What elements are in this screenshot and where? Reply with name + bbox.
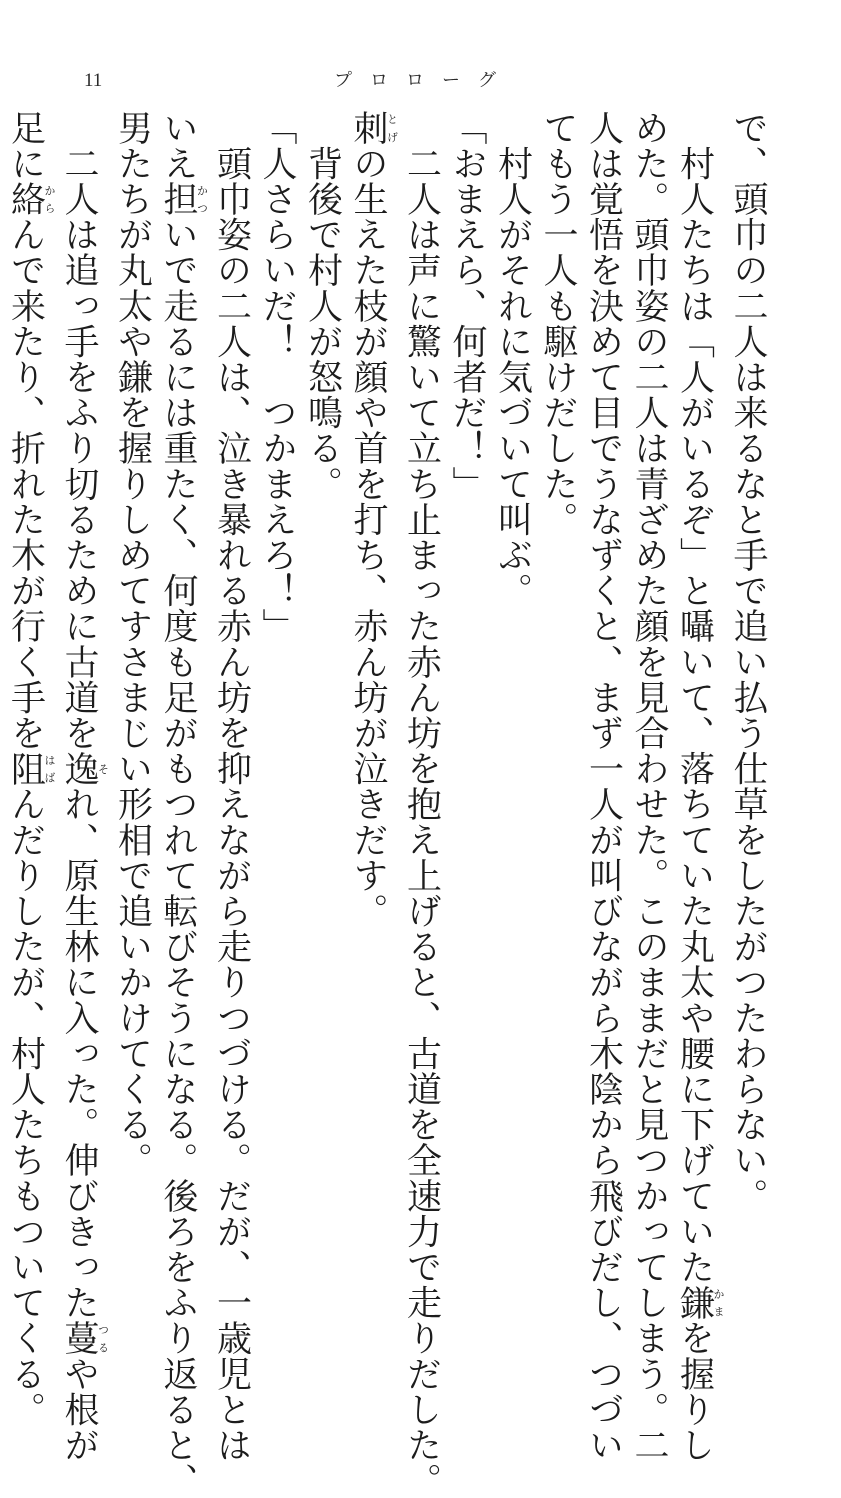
ruby-base: 担 — [158, 181, 198, 217]
ruby-base: 阻 — [5, 750, 46, 787]
text-run: 男たちが丸太や鎌を握りしめてすさまじい形相で追いかけてくる。 — [112, 110, 153, 1178]
text-run: 人は覚悟を決めて目でうなずくと、まず一人が叫びながら木陰から飛びだし、つづい — [583, 110, 624, 1463]
text-run: いで走るには重たく、何度も足がもつれて転びそうになる。後ろをふり返ると、 — [158, 216, 198, 1498]
text-line — [444, 110, 490, 1110]
ruby-annotation — [348, 110, 399, 146]
running-head: プロローグ — [334, 70, 514, 91]
text-run: んで来たり、折れた木が行く手を — [5, 216, 46, 751]
text-run: 「おまえら、何者だ！」 — [447, 110, 487, 502]
ruby-reading: とげ — [385, 110, 399, 146]
text-line — [254, 110, 300, 1110]
text-line — [535, 110, 581, 1110]
text-run: 村人たちは「人がいるぞ」と囁いて、落ちていた丸太や腰に下げていた — [674, 110, 715, 1285]
ruby-base: 鎌 — [674, 1284, 715, 1321]
text-line — [580, 110, 626, 1463]
text-run: 村人がそれに気づいて叫ぶ。 — [492, 110, 533, 609]
ruby-base: 絡 — [5, 181, 46, 217]
ruby-annotation — [674, 1284, 725, 1321]
text-line — [725, 110, 771, 1214]
text-run: れ、原生林に入った。伸びきった — [59, 786, 99, 1321]
ruby-reading: そ — [96, 750, 110, 787]
text-run: 頭巾姿の二人は、泣き暴れる赤ん坊を抑えながら走りつづける。だが、一歳児とは — [211, 110, 252, 1463]
ruby-base: 逸 — [59, 750, 99, 787]
text-run: 二人は声に驚いて立ち止まった赤ん坊を抱え上げると、古道を全速力で走りだした。 — [401, 110, 442, 1498]
text-line — [398, 110, 444, 1498]
ruby-annotation — [59, 1320, 110, 1357]
ruby-annotation — [5, 750, 56, 787]
ruby-reading: から — [43, 181, 56, 217]
text-run: んだりしたが、村人たちもついてくる。 — [5, 786, 46, 1428]
text-line — [208, 110, 254, 1463]
text-line — [299, 110, 345, 1110]
ruby-annotation — [59, 750, 110, 787]
text-line — [345, 110, 399, 1110]
text-line — [671, 110, 725, 1463]
ruby-reading: つる — [96, 1320, 110, 1357]
text-run: を握りし — [674, 1320, 715, 1463]
text-run: 背後で村人が怒鳴る。 — [302, 110, 343, 502]
text-run: や根が — [59, 1356, 99, 1463]
text-line — [2, 110, 56, 1428]
ruby-base: 刺 — [348, 110, 388, 146]
ruby-reading: かま — [712, 1284, 725, 1321]
text-line — [109, 110, 155, 1178]
text-run: てもう一人も駆けだした。 — [538, 110, 578, 538]
text-run: めた。頭巾姿の二人は青ざめた顔を見合わせた。このままだと見つかってしまう。二 — [629, 110, 669, 1463]
ruby-reading: かつ — [195, 181, 209, 217]
text-line — [155, 110, 209, 1498]
ruby-reading: はば — [43, 750, 56, 787]
ruby-annotation — [5, 181, 56, 217]
text-line — [626, 110, 672, 1463]
text-run: 二人は追っ手をふり切るために古道を — [59, 110, 99, 751]
text-run: で、頭巾の二人は来るなと手で追い払う仕草をしたがつたわらない。 — [728, 110, 768, 1214]
vertical-body-text — [5, 110, 770, 1498]
text-run: 「人さらいだ！ つかまえろ！」 — [257, 110, 297, 644]
text-run: の生えた枝が顔や首を打ち、赤ん坊が泣きだす。 — [348, 145, 388, 929]
page-number: 11 — [84, 70, 103, 91]
text-line — [489, 110, 535, 1110]
text-run: 足に — [5, 110, 46, 182]
ruby-annotation — [158, 181, 209, 217]
text-run: いえ — [158, 110, 198, 182]
text-line — [56, 110, 110, 1463]
ruby-base: 蔓 — [59, 1320, 99, 1357]
